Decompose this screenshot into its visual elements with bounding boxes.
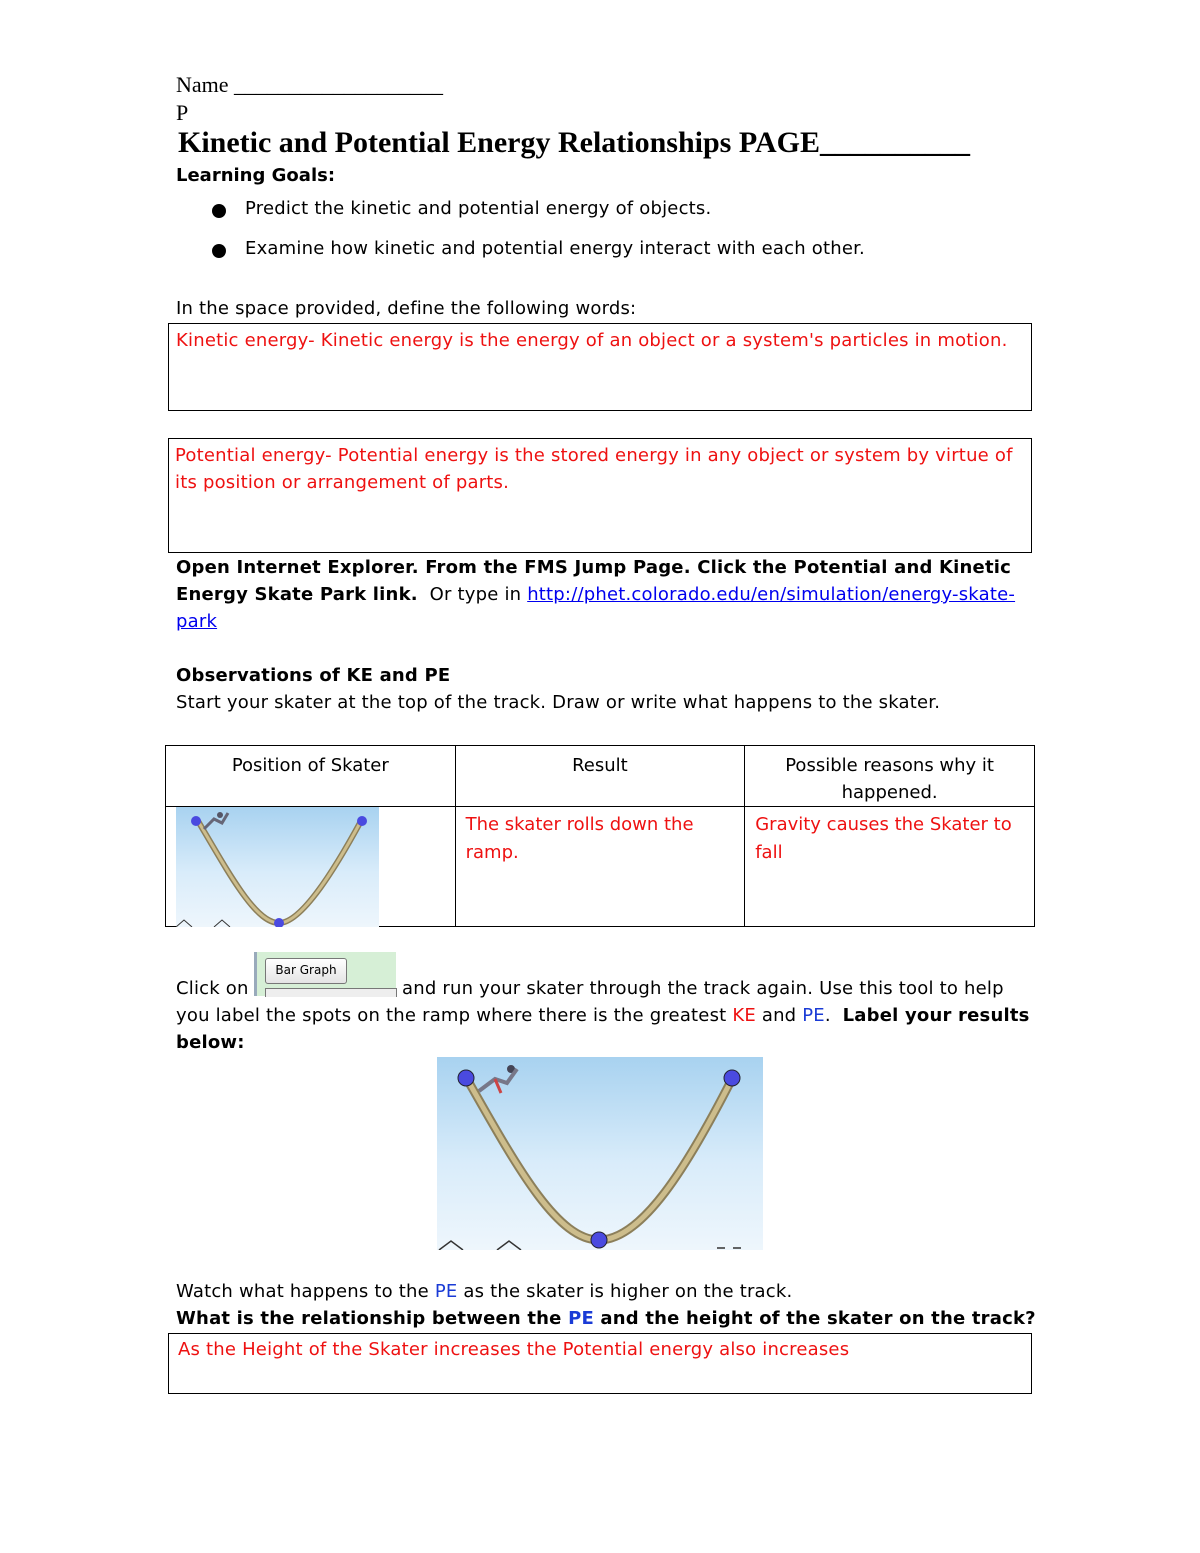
- goal-item-1: Predict the kinetic and potential energy of objects.: [245, 198, 712, 219]
- header-reasons: Possible reasons why it happened.: [785, 755, 994, 803]
- relationship-answer-text: As the Height of the Skater increases the Potential energy also increases: [178, 1339, 850, 1360]
- observation-table: [165, 745, 1035, 927]
- instructions-skate-park-text: Energy Skate Park link.: [176, 584, 418, 605]
- instructions-or-type: Or type in: [417, 584, 528, 605]
- pe-label: PE: [802, 1005, 825, 1026]
- learning-goals-heading: Learning Goals:: [176, 165, 336, 186]
- question-pe-label: PE: [568, 1308, 594, 1329]
- question-text-a: What is the relationship between the: [176, 1308, 569, 1329]
- reason-answer: Gravity causes the Skater to fall: [755, 814, 1012, 863]
- goal-bullet-2: [212, 244, 226, 258]
- phet-link-continued[interactable]: park: [176, 611, 218, 632]
- result-answer: The skater rolls down the ramp.: [465, 814, 694, 863]
- skater-track-image-small: [176, 807, 379, 927]
- goal-bullet-1: [212, 204, 226, 218]
- goal-item-2: Examine how kinetic and potential energy interact with each other.: [245, 238, 865, 259]
- phet-link[interactable]: http://phet.colorado.edu/en/simulation/energy-skate-: [527, 584, 1016, 605]
- potential-definition-box[interactable]: [168, 438, 1032, 553]
- header-result: Result: [572, 755, 628, 776]
- next-button-edge: [265, 988, 397, 997]
- track-small-svg: [176, 807, 379, 927]
- graph-instruction-line2: [176, 1005, 1030, 1026]
- label-spots-text: you label the spots on the ramp where there is the greatest: [176, 1005, 733, 1026]
- potential-definition-line1: Potential energy- Potential energy is the stored energy in any object or system by virtue of: [175, 445, 1013, 466]
- question-text-b: and the height of the skater on the track?: [593, 1308, 1036, 1329]
- observations-prompt: Start your skater at the top of the track. Draw or write what happens to the skater.: [176, 692, 941, 713]
- graph-instruction-line1: and run your skater through the track again. Use this tool to help: [402, 978, 1004, 999]
- relationship-answer-box[interactable]: [168, 1333, 1032, 1394]
- potential-definition-line2: its position or arrangement of parts.: [175, 472, 510, 493]
- click-on-label: Click on: [176, 978, 249, 999]
- kinetic-definition-text: Kinetic energy- Kinetic energy is the energy of an object or a system's particles in motion.: [176, 330, 1008, 351]
- period-text: .: [824, 1005, 843, 1026]
- ke-label: KE: [732, 1005, 756, 1026]
- watch-pe-label: PE: [434, 1281, 458, 1302]
- page-title: Kinetic and Potential Energy Relationships PAGE__________: [178, 126, 970, 159]
- name-line: Name ___________________: [176, 72, 444, 97]
- below-text: below:: [176, 1032, 245, 1053]
- instructions-line1: Open Internet Explorer. From the FMS Jump Page. Click the Potential and Kinetic: [176, 557, 1012, 578]
- watch-text-b: as the skater is higher on the track.: [457, 1281, 793, 1302]
- header-position: Position of Skater: [231, 755, 389, 776]
- and-text: and: [755, 1005, 803, 1026]
- skater-track-image-large: [437, 1057, 763, 1250]
- skater-icon-small: [204, 812, 228, 829]
- observations-heading: Observations of KE and PE: [176, 665, 451, 686]
- label-results-text: Label your results: [842, 1005, 1030, 1026]
- watch-line: [176, 1281, 792, 1302]
- bar-graph-button-screenshot[interactable]: [254, 952, 396, 996]
- kinetic-definition-box[interactable]: [168, 323, 1032, 411]
- skater-icon-large: [479, 1065, 517, 1093]
- relationship-question: [176, 1308, 1036, 1329]
- period-line: P: [176, 100, 189, 125]
- instructions-line2: [176, 584, 1015, 605]
- watch-text-a: Watch what happens to the: [176, 1281, 435, 1302]
- definitions-prompt: In the space provided, define the following words:: [176, 298, 637, 319]
- bar-graph-button[interactable]: Bar Graph: [265, 958, 347, 984]
- track-large-svg: [437, 1057, 763, 1250]
